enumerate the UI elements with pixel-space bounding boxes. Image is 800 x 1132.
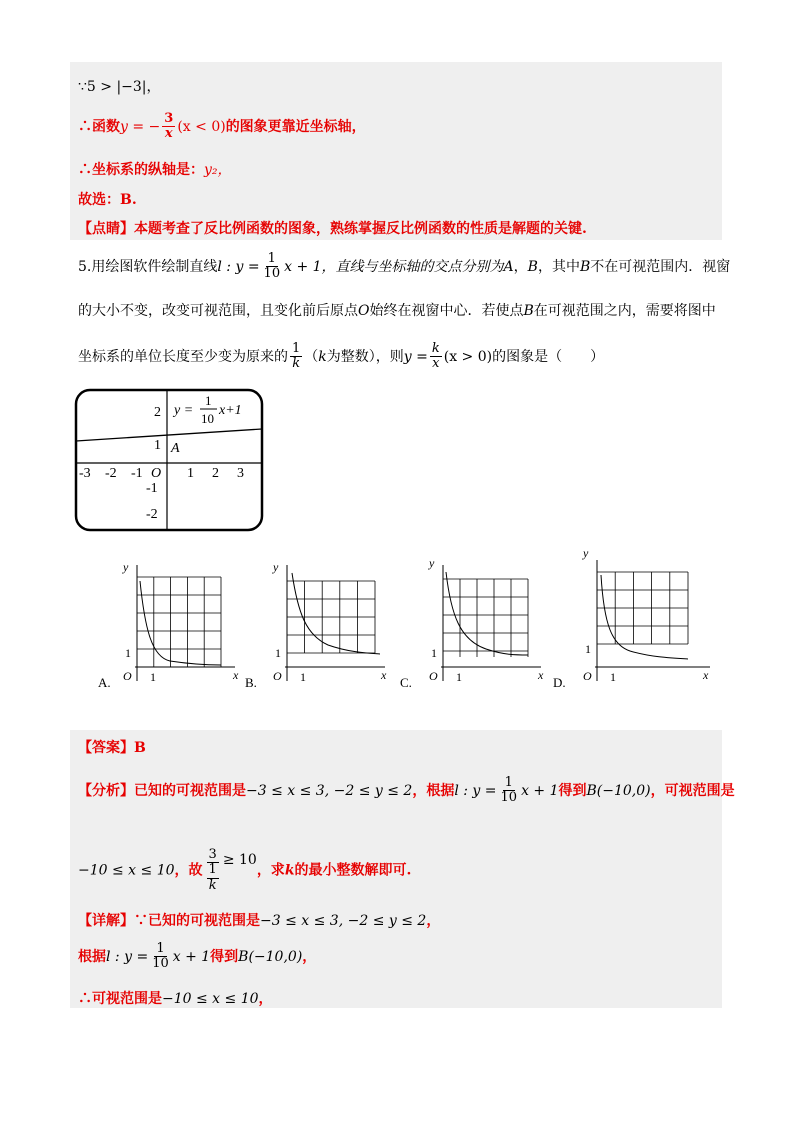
- option-a-x-label: x: [233, 668, 239, 682]
- option-b-curve: [292, 573, 380, 654]
- detail-line-1: 【详解】∵已知的可视范围是−3 ≤ x ≤ 3, −2 ≤ y ≤ 2，: [78, 913, 441, 929]
- y-tick--1: -1: [146, 481, 158, 496]
- option-graphs: [90, 545, 720, 695]
- option-c-one-x: 1: [456, 670, 462, 684]
- option-b-graph: [285, 565, 385, 681]
- option-a-letter: A.: [98, 675, 111, 690]
- option-b-x-label: x: [381, 668, 387, 682]
- option-d-one-x: 1: [610, 670, 616, 684]
- option-c-y-label: y: [429, 556, 435, 570]
- option-d-curve: [601, 575, 688, 659]
- option-d-x-label: x: [703, 668, 709, 682]
- x-tick-1: 1: [187, 466, 194, 481]
- fraction-3-over-x: $\frac{3}{x}$: [164, 111, 174, 142]
- option-d-one-y: 1: [585, 642, 591, 656]
- option-c-graph: [441, 565, 541, 681]
- option-b-y-label: y: [273, 560, 279, 574]
- fraction-1-over-k: $\frac{1}{k}$: [292, 341, 301, 372]
- solution-line-4: 故选：B.: [78, 192, 137, 208]
- x-tick--2: -2: [105, 466, 117, 481]
- fraction-k-over-x: $\frac{k}{x}$: [431, 341, 440, 372]
- x-tick-3: 3: [237, 466, 244, 481]
- option-a-y-label: y: [123, 560, 129, 574]
- y-tick-1: 1: [154, 438, 161, 453]
- option-a-graph: [135, 565, 235, 681]
- y-tick--2: -2: [146, 507, 158, 522]
- solution-box-top: [70, 62, 722, 240]
- option-d-graph: [595, 560, 710, 681]
- detail-fraction-1-over-10: $\frac{1}{10}$: [152, 941, 169, 972]
- question-line-3: 坐标系的单位长度至少变为原来的 $\frac{1}{k}$ （k为整数），则y = $\frac{k}{x}$ (x > 0)的图象是（ ）: [78, 341, 605, 372]
- analysis-fraction-1-over-10: $\frac{1}{10}$: [500, 775, 518, 806]
- x-tick--3: -3: [79, 466, 91, 481]
- option-b-origin: O: [273, 669, 282, 683]
- eq-num: 1: [205, 393, 212, 408]
- option-a-curve: [140, 581, 221, 665]
- key-point-note: 【点睛】本题考查了反比例函数的图象，熟练掌握反比例函数的性质是解题的关键.: [78, 221, 587, 237]
- option-c-one-y: 1: [431, 646, 437, 660]
- eq-prefix: y =: [174, 403, 194, 418]
- solution-line-2: ∴函数y = − $\frac{3}{x}$ (x < 0)的图象更靠近坐标轴，: [78, 111, 366, 142]
- option-d-letter: D.: [553, 675, 566, 690]
- x-tick-2: 2: [212, 466, 219, 481]
- option-b-letter: B.: [245, 675, 257, 690]
- option-a-one-y: 1: [125, 646, 131, 660]
- option-d-y-label: y: [583, 546, 589, 560]
- detail-line-3: ∴可视范围是−10 ≤ x ≤ 10，: [78, 991, 273, 1007]
- answer-line: 【答案】B: [78, 740, 146, 756]
- detail-line-2: 根据l : y = $\frac{1}{10}$ x + 1得到B(−10,0)，: [78, 941, 317, 972]
- option-c-x-label: x: [538, 668, 544, 682]
- solution-line-1: ∵5 > |−3|，: [78, 79, 161, 95]
- point-a-label: A: [171, 441, 180, 456]
- option-c-curve: [446, 572, 528, 655]
- eq-den: 10: [201, 411, 214, 426]
- fraction-1-over-10: $\frac{1}{10}$: [263, 251, 281, 282]
- option-a-origin: O: [123, 669, 132, 683]
- analysis-line-2: −10 ≤ x ≤ 10，故 3 1 k ≥ 10，求k的最小整数解即可.: [78, 847, 412, 893]
- eq-suffix: x+1: [219, 403, 242, 418]
- y-tick-2: 2: [154, 405, 161, 420]
- question-line-1: 5.用绘图软件绘制直线l : y = $\frac{1}{10}$ x + 1，直线与坐标轴的交点分别为A，B，其中B不在可视范围内．视窗: [78, 251, 731, 282]
- question-line-2: 的大小不变，改变可视范围，且变化前后原点O始终在视窗中心．若使点B在可视范围之内，需要将图中: [78, 303, 716, 319]
- solution-line-3: ∴坐标系的纵轴是：y₂，: [78, 162, 232, 178]
- viewport-figure: [74, 388, 264, 533]
- option-d-origin: O: [583, 669, 592, 683]
- origin-label: O: [151, 466, 162, 481]
- analysis-line-1: 【分析】已知的可视范围是−3 ≤ x ≤ 3, −2 ≤ y ≤ 2，根据l : y = $\frac{1}{10}$ x + 1得到B(−10,0)，可视范围是: [78, 775, 735, 806]
- option-b-one-y: 1: [275, 646, 281, 660]
- option-a-one-x: 1: [150, 670, 156, 684]
- option-c-letter: C.: [400, 675, 412, 690]
- analysis-complex-fraction: 3 1 k: [208, 847, 217, 893]
- option-c-origin: O: [429, 669, 438, 683]
- option-b-one-x: 1: [300, 670, 306, 684]
- x-tick--1: -1: [131, 466, 143, 481]
